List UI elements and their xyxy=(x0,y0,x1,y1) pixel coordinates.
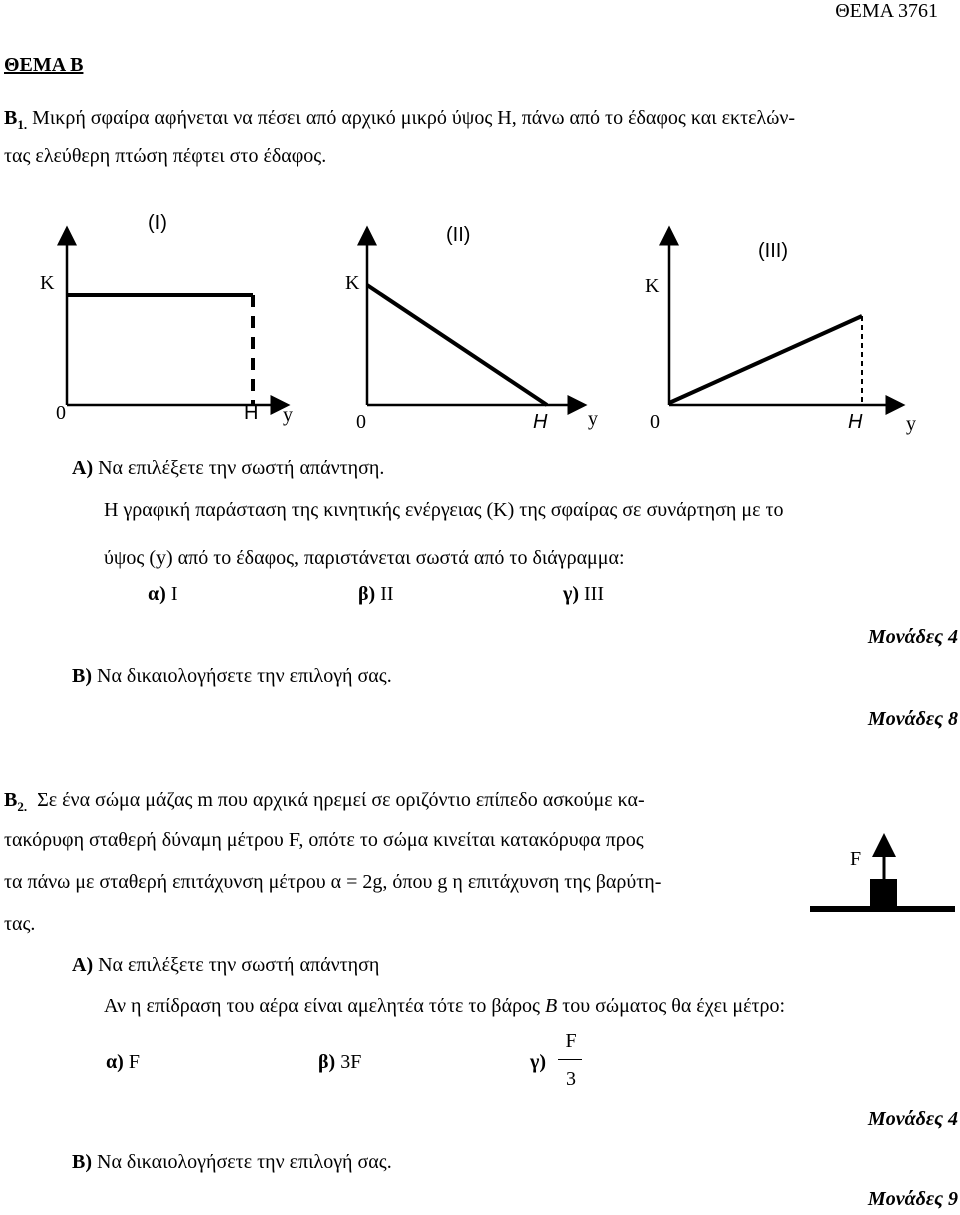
graph-3-x-label: y xyxy=(906,413,916,435)
b2-force-label: F xyxy=(850,848,862,870)
b2-part-a-label: Α) xyxy=(72,954,94,976)
b2-option-c-numerator: F xyxy=(565,1030,577,1052)
b2-marks-a: Μονάδες 4 xyxy=(867,1108,958,1130)
b2-text-line4: τας. xyxy=(4,913,36,935)
graph-3-origin: 0 xyxy=(650,411,660,433)
graph-2-numeral: (II) xyxy=(446,224,471,246)
b2-option-c-denominator: 3 xyxy=(566,1068,576,1090)
b1-option-b: β) ΙΙ xyxy=(358,583,394,605)
b2-block xyxy=(870,879,897,906)
b2-option-a: α) F xyxy=(106,1051,140,1073)
graph-1-numeral: (I) xyxy=(148,212,167,234)
b2-part-b xyxy=(72,1152,392,1172)
b2-question: Αν η επίδραση του αέρα είναι αμελητέα τότε το βάρος B του σώματος θα έχει μέτρο: xyxy=(104,995,786,1017)
b2-marks-b: Μονάδες 9 xyxy=(867,1188,958,1210)
graph-3-line xyxy=(669,316,862,403)
b2-text-line1: Σε ένα σώμα μάζας m που αρχικά ηρεμεί σε οριζόντιο επίπεδο ασκούμε κα- xyxy=(37,789,645,811)
page-code: ΘΕΜΑ 3761 xyxy=(835,0,938,22)
b1-part-a-text: Να επιλέξετε την σωστή απάντηση. xyxy=(98,457,385,479)
graph-3-numeral: (III) xyxy=(758,240,788,262)
graph-1-x-label: y xyxy=(283,404,293,426)
graph-3-y-label: K xyxy=(645,275,660,297)
b1-question-line1: Η γραφική παράσταση της κινητικής ενέργειας (Κ) της σφαίρας σε συνάρτηση με το xyxy=(104,499,784,521)
b1-option-c: γ) ΙΙΙ xyxy=(563,583,604,605)
b2-part-b-label: Β) xyxy=(72,1151,92,1173)
graph-2-line xyxy=(367,285,547,405)
b1-marks-a: Μονάδες 4 xyxy=(867,626,958,648)
b1-option-a: α) Ι xyxy=(148,583,178,605)
b1-text-line1: Μικρή σφαίρα αφήνεται να πέσει από αρχικό μικρό ύψος Η, πάνω από το έδαφος και εκτελών- xyxy=(32,107,796,129)
b2-paragraph xyxy=(4,790,645,817)
graph-2-h-label: H xyxy=(533,411,548,433)
b2-label: $B_{2.}$ xyxy=(4,789,28,814)
b2-question-symbol: B xyxy=(544,995,558,1017)
b2-option-c: γ) xyxy=(530,1051,547,1073)
b2-option-b: β) 3F xyxy=(318,1051,362,1073)
b1-marks-b: Μονάδες 8 xyxy=(867,708,958,730)
graph-2-y-label: K xyxy=(345,272,360,294)
graph-2-origin: 0 xyxy=(356,411,366,433)
b2-part-a-text: Να επιλέξετε την σωστή απάντηση xyxy=(98,954,380,976)
b1-part-b xyxy=(72,666,392,686)
b1-text-line2: τας ελεύθερη πτώση πέφτει στο έδαφος. xyxy=(4,145,327,167)
section-title: ΘΕΜΑ Β xyxy=(4,54,84,76)
graph-1-h-label: H xyxy=(244,402,259,424)
graph-1-y-label: K xyxy=(40,272,55,294)
graph-1 xyxy=(0,0,960,460)
b2-text-line3: τα πάνω με σταθερή επιτάχυνση μέτρου α = 2g, όπου g η επιτάχυνση της βαρύτη- xyxy=(4,871,662,893)
b1-part-b-text: Να δικαιολογήσετε την επιλογή σας. xyxy=(97,665,392,687)
graph-2-x-label: y xyxy=(588,408,598,430)
b2-text-line2: τακόρυφη σταθερή δύναμη μέτρου F, οπότε το σώμα κινείται κατακόρυφα προς xyxy=(4,829,644,851)
b2-part-b-text: Να δικαιολογήσετε την επιλογή σας. xyxy=(97,1151,392,1173)
b1-part-a xyxy=(72,458,384,478)
b1-question-line2: ύψος (y) από το έδαφος, παριστάνεται σωστά από το διάγραμμα: xyxy=(104,547,625,569)
graph-1-origin: 0 xyxy=(56,402,66,424)
b2-part-a xyxy=(72,955,379,975)
b1-part-b-label: Β) xyxy=(72,665,92,687)
graph-3-h-label: H xyxy=(848,411,863,433)
b1-part-a-label: Α) xyxy=(72,457,94,479)
b1-label: $B_{1.}$ xyxy=(4,107,28,132)
b2-option-c-fraction-bar xyxy=(558,1059,582,1060)
b2-force-figure xyxy=(800,820,960,940)
